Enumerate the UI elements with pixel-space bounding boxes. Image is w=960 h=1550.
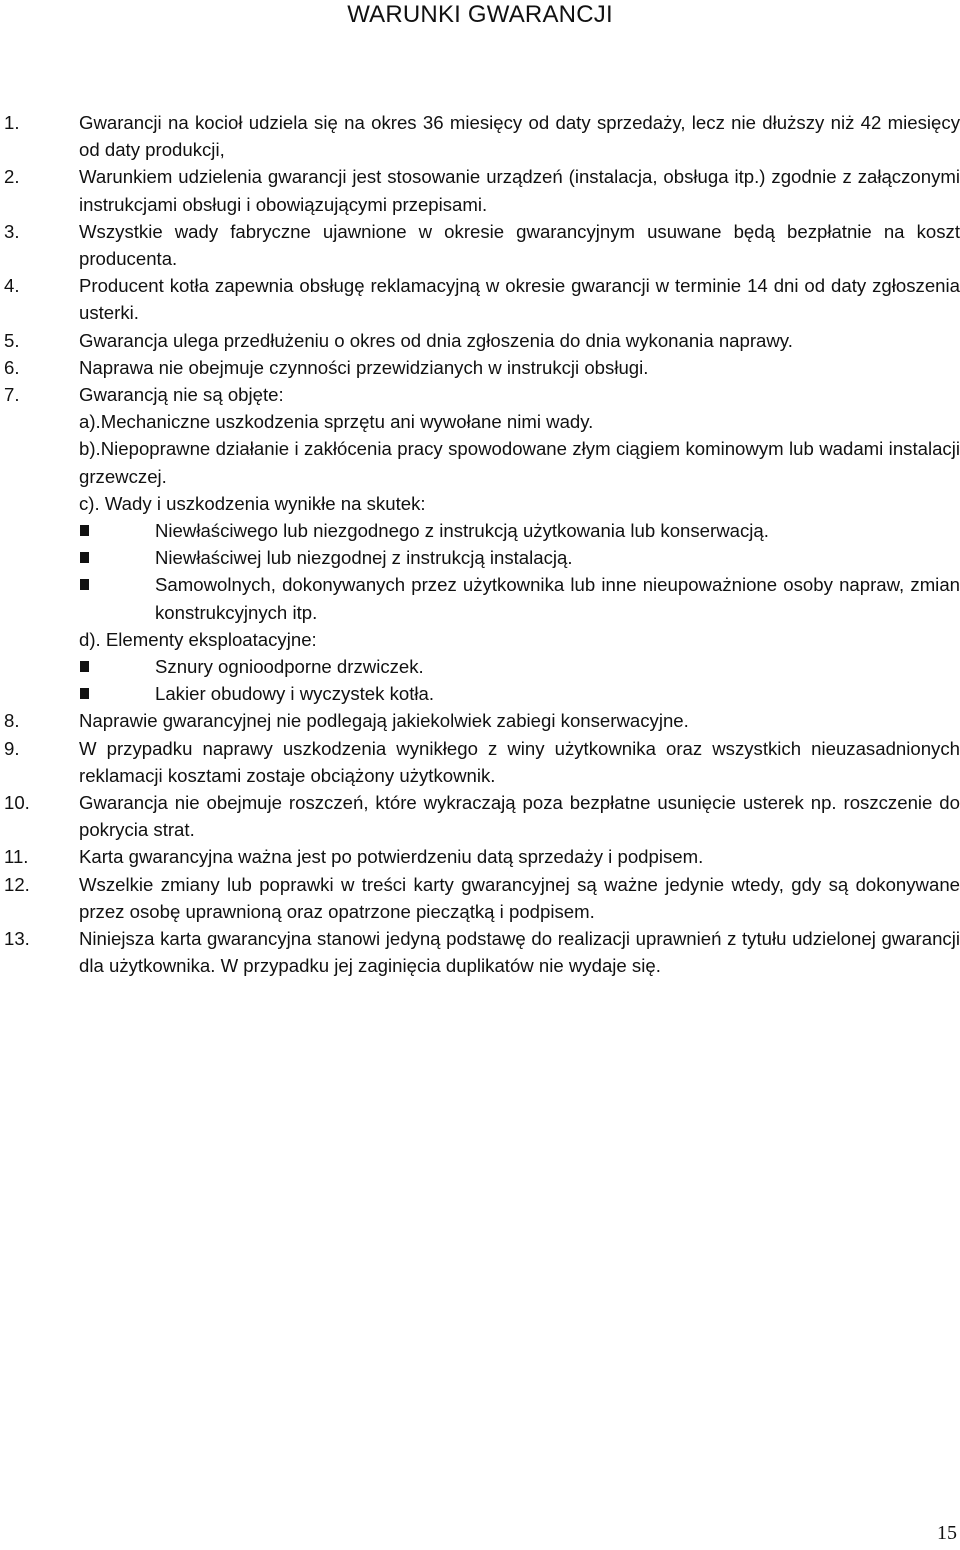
sub-item-c: c). Wady i uszkodzenia wynikłe na skutek: [79, 492, 426, 514]
bullet-item [79, 544, 960, 571]
sub-item-d: d). Elementy eksploatacyjne: [79, 628, 317, 650]
item-number: 4. [4, 275, 20, 297]
list-item [0, 218, 960, 272]
bullet-text: Niewłaściwej lub niezgodnej z instrukcją instalacją. [155, 547, 573, 569]
item-text: Wszystkie wady fabryczne ujawnione w okresie gwarancyjnym usuwane będą bezpłatnie na koszt producenta. [79, 220, 960, 270]
bullet-text: Sznury ognioodporne drzwiczek. [155, 656, 424, 678]
list-item [0, 381, 960, 707]
item-number: 3. [4, 220, 20, 242]
bullet-text: Lakier obudowy i wyczystek kotła. [155, 683, 435, 705]
square-bullet-icon [80, 661, 89, 672]
item-number: 7. [4, 384, 20, 406]
item-text: Karta gwarancyjna ważna jest po potwierdzeniu datą sprzedaży i podpisem. [79, 846, 704, 868]
item-number: 9. [4, 737, 20, 759]
bullet-item [79, 653, 960, 680]
item-number: 12. [4, 873, 30, 895]
item-text: Warunkiem udzielenia gwarancji jest stosowanie urządzeń (instalacja, obsługa itp.) zgodnie z załączonymi instrukcjami obsługi i obowiązującymi przepisami. [79, 166, 960, 215]
item-text: Naprawa nie obejmuje czynności przewidzianych w instrukcji obsługi. [79, 356, 649, 378]
item-text: Naprawie gwarancyjnej nie podlegają jakiekolwiek zabiegi konserwacyjne. [79, 710, 689, 732]
list-item [0, 707, 960, 734]
square-bullet-icon [80, 579, 89, 590]
square-bullet-icon [80, 688, 89, 699]
item-number: 10. [4, 792, 30, 814]
sub-item-a: a).Mechaniczne uszkodzenia sprzętu ani wywołane nimi wady. [79, 411, 594, 433]
item-text: Gwarancja nie obejmuje roszczeń, które wykraczają poza bezpłatne usunięcie usterek np. roszczenie do pokrycia strat. [79, 792, 960, 841]
item-number: 5. [4, 329, 20, 351]
item-text: Niniejsza karta gwarancyjna stanowi jedyną podstawę do realizacji uprawnień z tytułu udzielonej gwarancji dla użytkownika. W przypadku jej zaginięcia duplikatów nie wydaje się. [79, 928, 960, 977]
item-text: W przypadku naprawy uszkodzenia wynikłego z winy użytkownika oraz wszystkich nieuzasadnionych reklamacji kosztami zostaje obciążony użytkownik. [79, 737, 960, 786]
bullet-item [79, 680, 960, 707]
list-item [0, 735, 960, 789]
bullet-text: Samowolnych, dokonywanych przez użytkownika lub inne nieupoważnione osoby napraw, zmian konstrukcyjnych itp. [155, 574, 960, 623]
bullet-item [79, 571, 960, 625]
document-title: WARUNKI GWARANCJI [347, 1, 613, 28]
item-number: 6. [4, 356, 20, 378]
list-item [0, 789, 960, 843]
bullet-text: Niewłaściwego lub niezgodnego z instrukcją użytkowania lub konserwacją. [155, 520, 769, 542]
list-item [0, 163, 960, 217]
list-item [0, 925, 960, 979]
bullet-item [79, 517, 960, 544]
list-item [0, 109, 960, 163]
sub-item-b: b).Niepoprawne działanie i zakłócenia pracy spowodowane złym ciągiem kominowym lub wadami instalacji grzewczej. [79, 438, 960, 487]
square-bullet-icon [80, 525, 89, 536]
list-item [0, 843, 960, 870]
item-number: 11. [4, 846, 29, 868]
item-number: 8. [4, 710, 20, 732]
item-number: 1. [4, 112, 20, 133]
item-text: Wszelkie zmiany lub poprawki w treści karty gwarancyjnej są ważne jedynie wtedy, gdy są dokonywane przez osobę uprawnioną oraz opatrzone pieczątką i podpisem. [79, 873, 960, 922]
list-item [0, 327, 960, 354]
item-text: Gwarancją nie są objęte: [79, 384, 284, 406]
page-number: 15 [937, 1522, 957, 1544]
warranty-terms-list [0, 109, 960, 980]
item-number: 2. [4, 166, 20, 188]
item-text: Gwarancja ulega przedłużeniu o okres od dnia zgłoszenia do dnia wykonania naprawy. [79, 329, 793, 351]
item-number: 13. [4, 928, 30, 950]
list-item [0, 272, 960, 326]
item-text: Producent kotła zapewnia obsługę reklamacyjną w okresie gwarancji w terminie 14 dni od daty zgłoszenia usterki. [79, 275, 960, 324]
list-item [0, 871, 960, 925]
square-bullet-icon [80, 552, 89, 563]
item-text: Gwarancji na kocioł udziela się na okres 36 miesięcy od daty sprzedaży, lecz nie dłuższy niż 42 miesięcy od daty produkcji, [79, 112, 960, 161]
list-item [0, 354, 960, 381]
